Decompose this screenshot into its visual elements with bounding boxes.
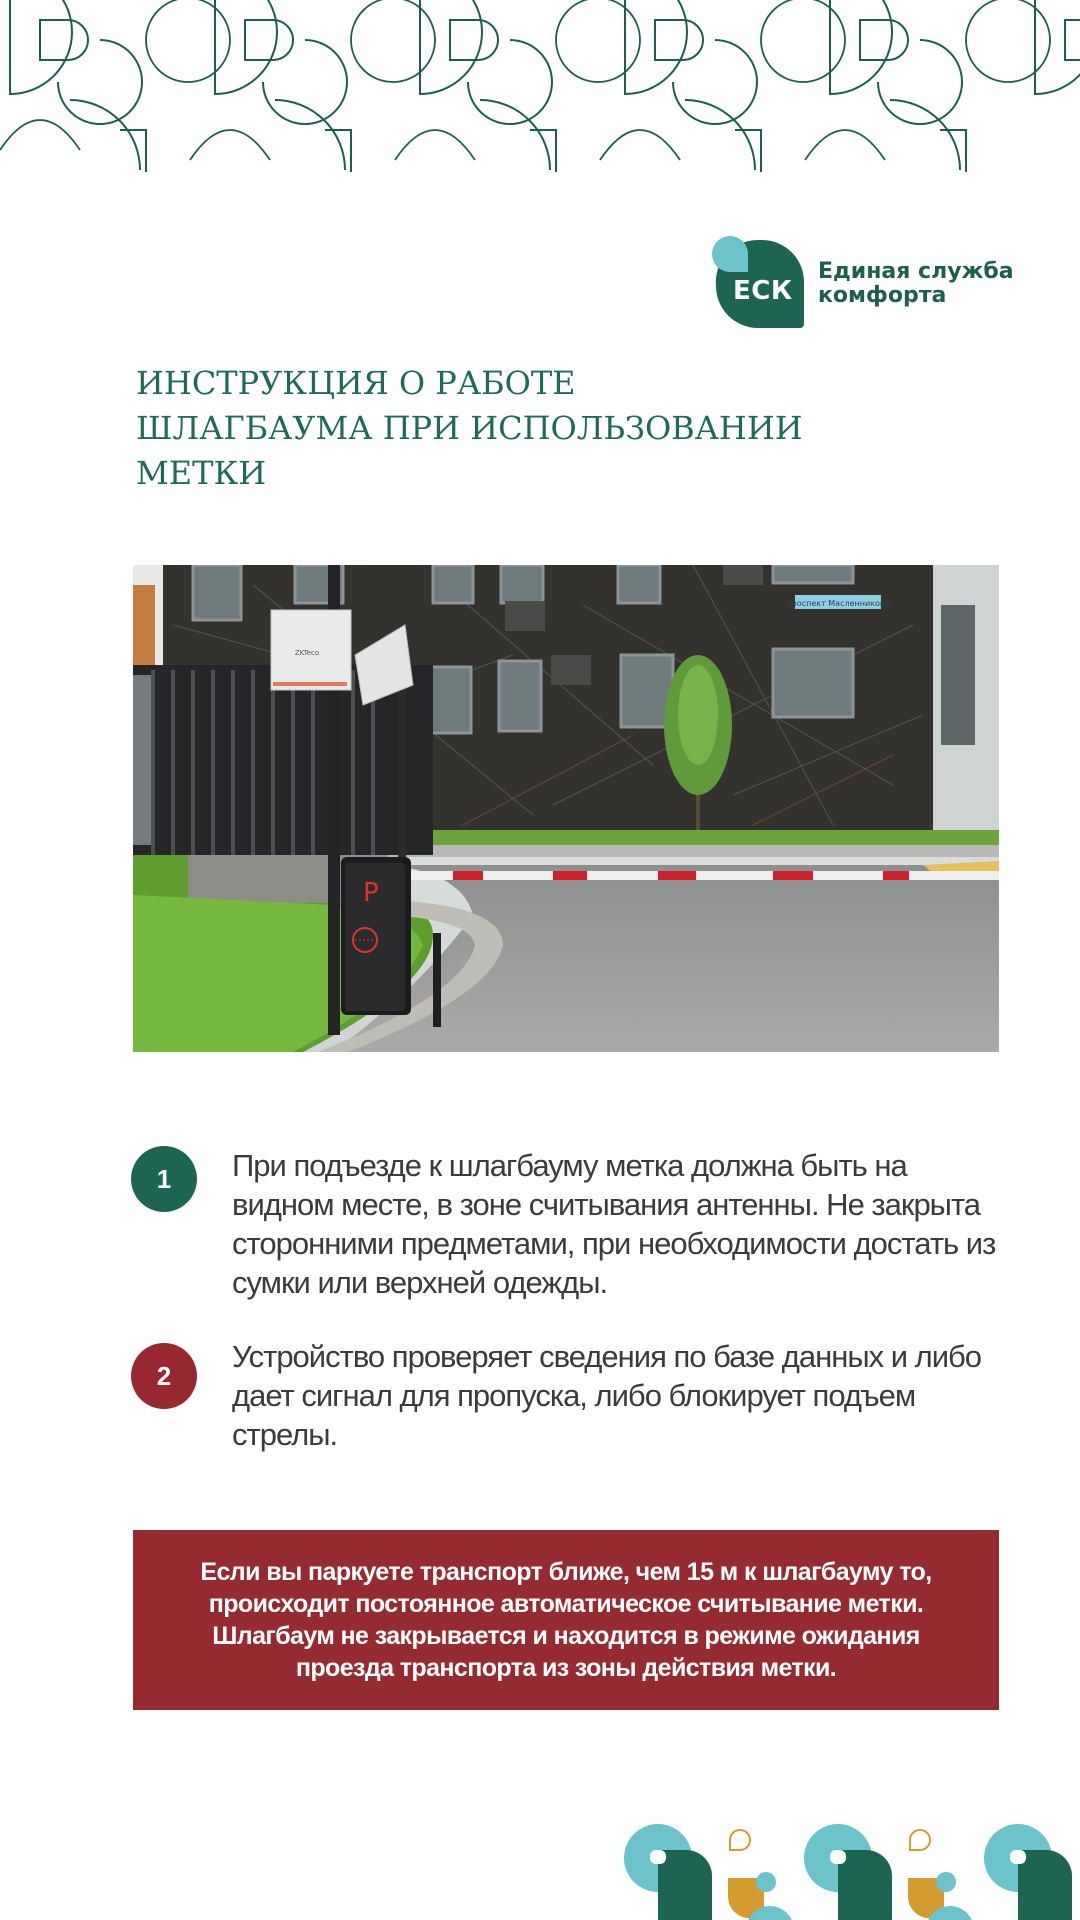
antenna-brand-text: ZKTeco: [294, 649, 320, 657]
logo-name: [818, 260, 1038, 308]
step-text: Устройство проверяет сведения по базе данных и либо дает сигнал для пропуска, либо блокирует подъем стрелы.: [232, 1339, 982, 1452]
logo-name-line2: комфорта: [818, 283, 947, 308]
logo-abbreviation: ЕСК: [733, 276, 793, 306]
antenna-reader: [271, 610, 351, 690]
step-number-badge: 1: [131, 1146, 197, 1212]
header-pattern: [0, 0, 1080, 172]
esk-logo: [712, 236, 1032, 332]
page-title: ИНСТРУКЦИЯ О РАБОТЕ ШЛАГБАУМА ПРИ ИСПОЛЬЗОВАНИИ МЕТКИ: [136, 364, 803, 492]
footer-pattern: [620, 1820, 1080, 1920]
parking-terminal: [341, 857, 411, 1015]
step-number-badge: 2: [131, 1343, 197, 1409]
logo-name-line1: Единая служба: [818, 259, 1014, 284]
barrier-photo: [133, 565, 999, 1052]
terminal-letter: P: [363, 878, 379, 908]
notice-text: Если вы паркуете транспорт ближе, чем 15 м к шлагбауму то, происходит постоянное автоматическое считывание метки. Шлагбаум не закрывается и находится в режиме ожидания проезда транспорта из зоны действия метки.: [200, 1558, 932, 1682]
step-text: При подъезде к шлагбауму метка должна быть на видном месте, в зоне считывания антенны. Не закрыта сторонними предметами, при необходимости достать из сумки или верхней одежды.: [232, 1148, 996, 1300]
street-sign-text: проспект Масленникова: [786, 599, 890, 608]
warning-notice: [133, 1530, 999, 1710]
